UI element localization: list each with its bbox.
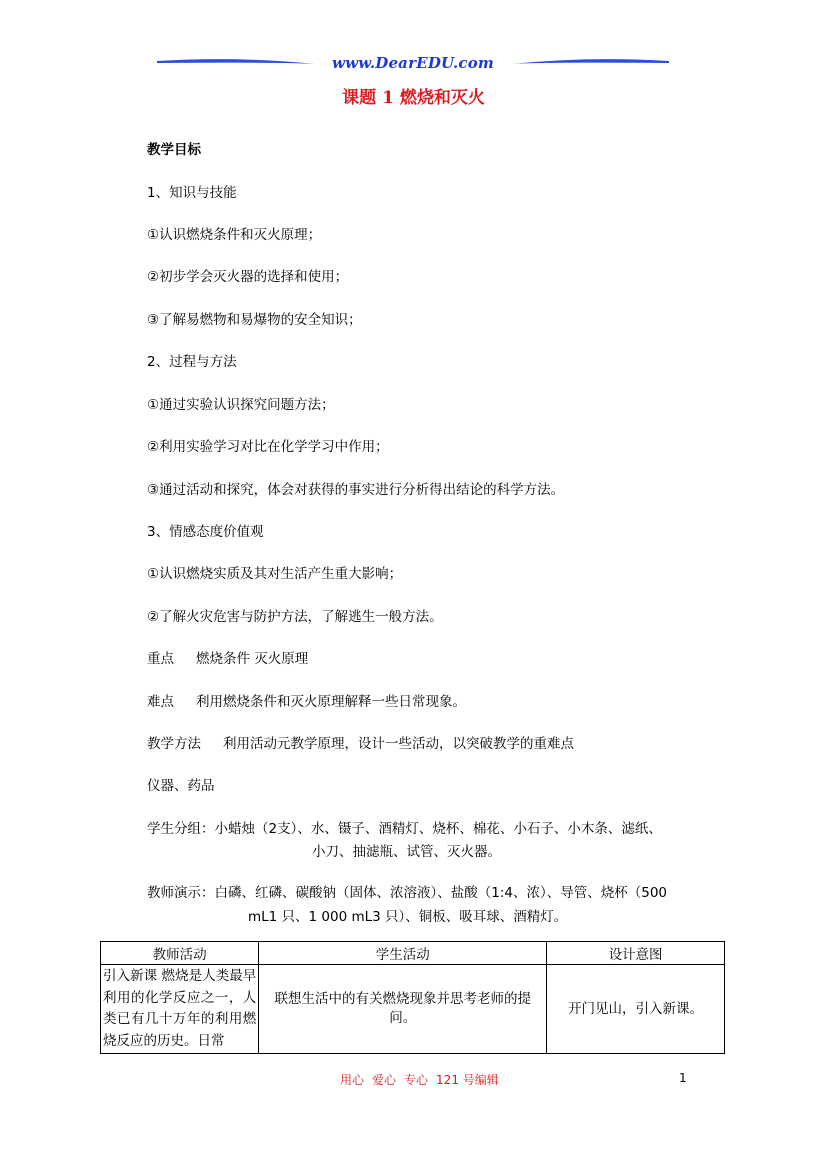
page-title: 课题 1 燃烧和灭火: [342, 88, 485, 108]
item-3-2: ②了解火灾危害与防护方法，了解逃生一般方法。: [147, 609, 443, 625]
item-2-3: ③通过活动和探究，体会对获得的事实进行分析得出结论的科学方法。: [147, 482, 565, 498]
method-label: 教学方法: [147, 736, 201, 752]
cell-design-intent: 开门见山，引入新课。: [547, 965, 725, 1054]
footer-item: 用心: [340, 1073, 365, 1087]
header-teacher: 教师活动: [101, 942, 259, 965]
teaching-method: [147, 732, 574, 752]
key-label: 重点: [147, 651, 174, 667]
teacher-materials-line1: 教师演示：白磷、红磷、碳酸钠（固体、浓溶液）、盐酸（1:4、浓）、导管、烧杯（500: [147, 885, 667, 901]
subheading-2: 2、过程与方法: [147, 354, 237, 370]
subheading-3: 3、情感态度价值观: [147, 524, 264, 540]
footer-item: 爱心: [372, 1073, 397, 1087]
subheading-1: 1、知识与技能: [147, 185, 237, 201]
cell-student-activity: 联想生活中的有关燃烧现象并思考老师的提问。: [259, 965, 547, 1054]
diff-text: 利用燃烧条件和灭火原理解释一些日常现象。: [196, 694, 466, 710]
student-materials-line2: 小刀、抽滤瓶、试管、灭火器。: [312, 844, 501, 860]
item-2-1: ①通过实验认识探究问题方法；: [147, 397, 335, 413]
difficult-points: [147, 690, 466, 710]
item-1-1: ①认识燃烧条件和灭火原理；: [147, 227, 322, 243]
page-number: 1: [679, 1071, 687, 1085]
page-footer: [340, 1071, 507, 1088]
site-header: [155, 50, 671, 80]
key-text: 燃烧条件 灭火原理: [196, 651, 309, 667]
diff-label: 难点: [147, 694, 174, 710]
student-materials-line1: 学生分组：小蜡烛（2支）、水、镊子、酒精灯、烧杯、棉花、小石子、小木条、滤纸、: [147, 821, 662, 837]
table-row: [101, 965, 725, 1054]
item-3-1: ①认识燃烧实质及其对生活产生重大影响；: [147, 566, 403, 582]
site-url[interactable]: www.DearEDU.com: [331, 54, 494, 72]
table-header-row: [101, 942, 725, 965]
activity-table: [100, 941, 725, 1054]
footer-item: 121 号编辑: [436, 1073, 499, 1087]
item-2-2: ②利用实验学习对比在化学学习中作用；: [147, 439, 389, 455]
header-student: 学生活动: [259, 942, 547, 965]
teacher-materials-line2: mL1 只、1 000 mL3 只）、铜板、吸耳球、酒精灯。: [248, 909, 568, 925]
method-text: 利用活动元教学原理，设计一些活动，以突破教学的重难点: [223, 736, 574, 752]
section-heading: 教学目标: [147, 142, 201, 158]
footer-item: 专心: [404, 1073, 429, 1087]
item-1-3: ③了解易燃物和易爆物的安全知识；: [147, 312, 362, 328]
equipment-heading: 仪器、药品: [147, 778, 215, 794]
cell-teacher-activity: 引入新课 燃烧是人类最早利用的化学反应之一，人类已有几十万年的利用燃烧反应的历史。日常: [101, 965, 259, 1054]
header-intent: 设计意图: [547, 942, 725, 965]
item-1-2: ②初步学会灭火器的选择和使用；: [147, 269, 349, 285]
key-points: [147, 647, 308, 667]
